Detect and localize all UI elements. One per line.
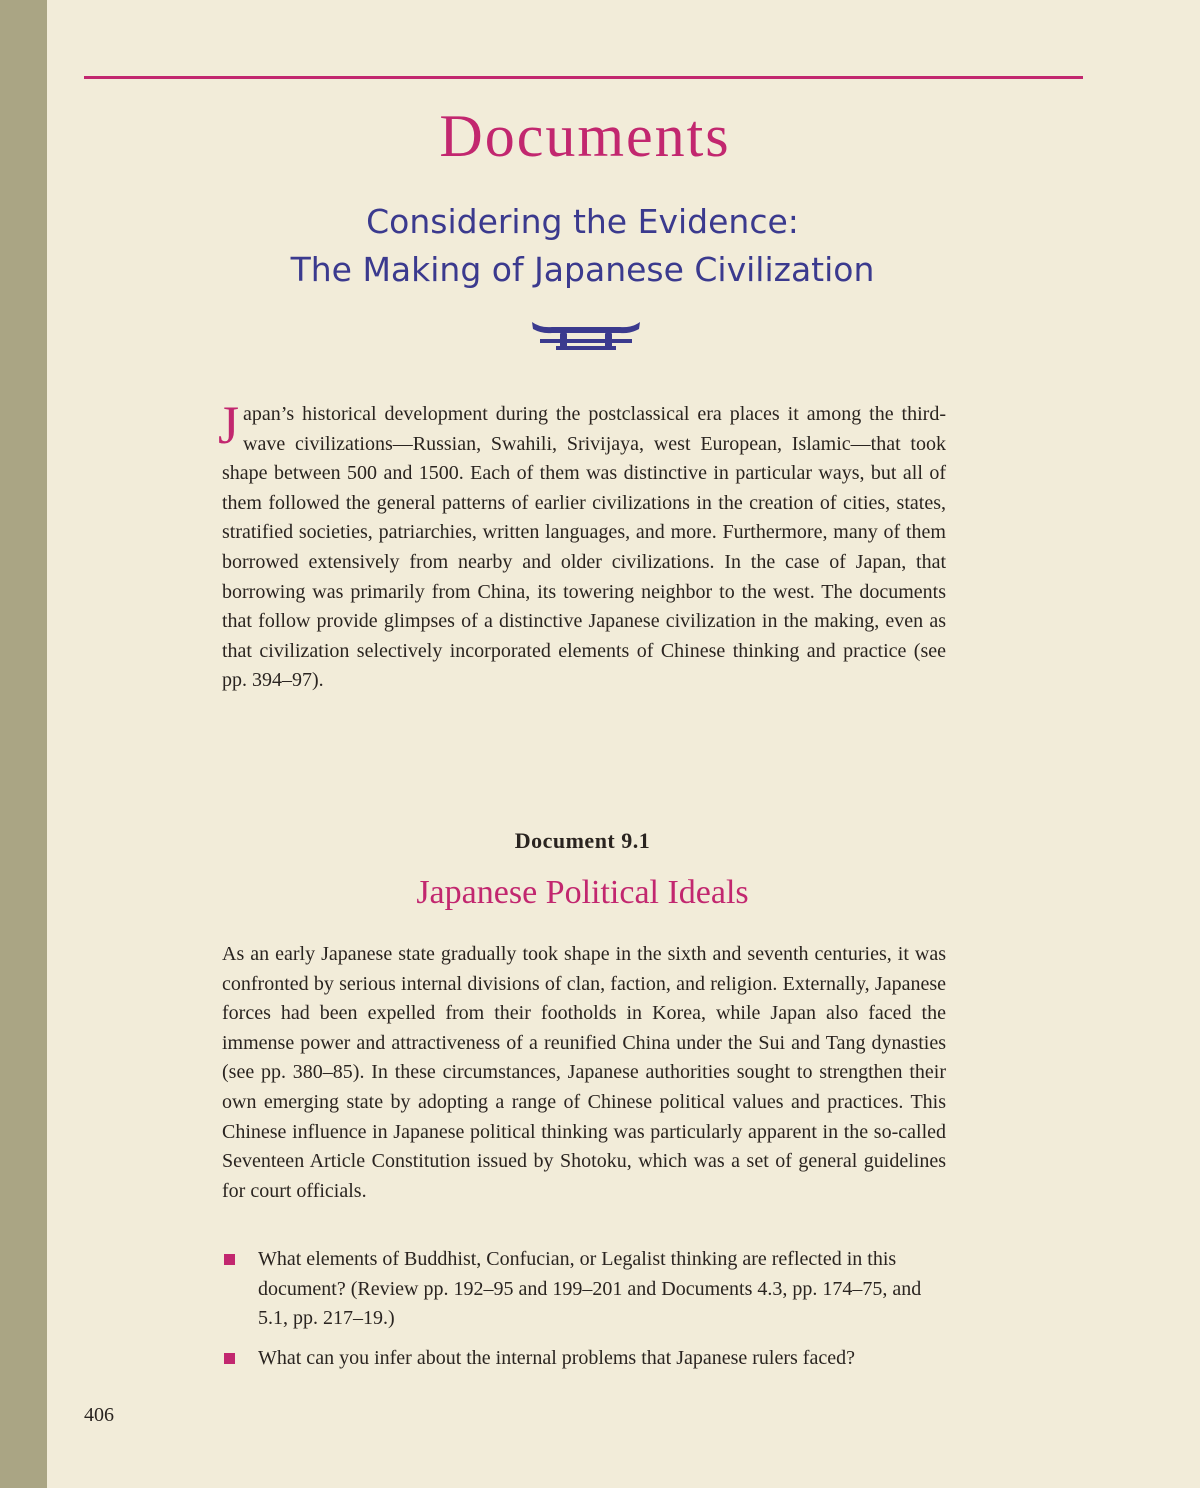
question-item [222, 1245, 946, 1334]
question-text: What elements of Buddhist, Confucian, or Legalist thinking are reflected in this document? (Review pp. 192–95 and 199–201 and Documents 4.3, pp. 174–75, and 5.1, pp. 217–19.) [258, 1248, 922, 1330]
subtitle-line-1: Considering the Evidence: [366, 202, 799, 241]
section-subtitle [0, 198, 1165, 294]
top-rule [84, 76, 1083, 79]
document-label: Document 9.1 [514, 828, 651, 853]
page-title: Documents [439, 103, 731, 169]
page-number: 406 [84, 1404, 114, 1426]
square-bullet-icon [224, 1254, 235, 1265]
question-list [222, 1245, 946, 1383]
question-text: What can you infer about the internal problems that Japanese rulers faced? [258, 1346, 855, 1369]
square-bullet-icon [224, 1353, 235, 1364]
introduction-text: apan’s historical development during the postclassical era places it among the third-wave civilizations—Russian, Swahili, Srivijaya, west European, Islamic—that took shape between 500 and 1500. Each of them was distinctive in particular ways, but all of them followed the general patterns of earlier civilizations in the creation of cities, states, stratified societies, patriarchies, written languages, and more. Furthermore, many of them borrowed extensively from nearby and older civilizations. In the case of Japan, that borrowing was primarily from China, its towering neighbor to the west. The documents that follow provide glimpses of a distinctive Japanese civilization in the making, even as that civilization selectively incorporated elements of Chinese thinking and practice (see pp. 394–97). [222, 403, 946, 692]
drop-cap: J [218, 395, 240, 455]
document-title: Japanese Political Ideals [416, 874, 749, 911]
document-intro-paragraph: As an early Japanese state gradually took shape in the sixth and seventh centuries, it was confronted by serious internal divisions of clan, faction, and religion. Externally, Japanese forces had been expelled from their footholds in Korea, while Japan also faced the immense power and attractiveness of a reunified China under the Sui and Tang dynasties (see pp. 380–85). In these circumstances, Japanese authorities sought to strengthen their own emerging state by adopting a range of Chinese political values and practices. This Chinese influence in Japanese political thinking was particularly apparent in the so-called Seventeen Article Constitution issued by Shotoku, which was a set of general guidelines for court officials. [222, 943, 946, 1202]
question-item [222, 1344, 946, 1374]
torii-ornament-icon [530, 316, 642, 352]
introduction-paragraph [218, 395, 946, 696]
subtitle-line-2: The Making of Japanese Civilization [290, 250, 875, 289]
